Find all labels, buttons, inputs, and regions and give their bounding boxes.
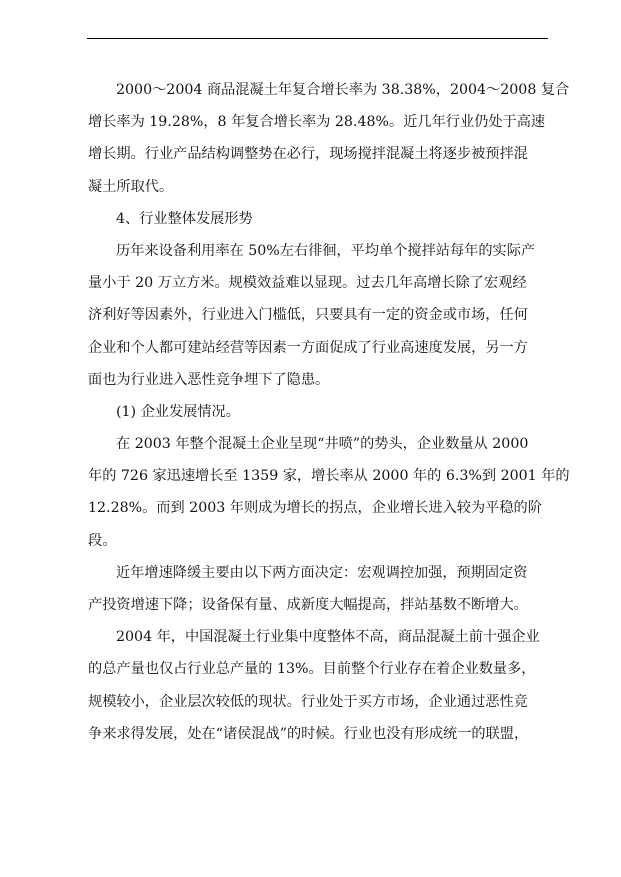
paragraph-line: 企业和个人都可建站经营等因素一方面促成了行业高速度发展，另一方: [88, 339, 528, 356]
paragraph-line: 2004 年，中国混凝土行业集中度整体不高，商品混凝土前十强企业: [116, 629, 540, 646]
paragraph-line: 12.28%。而到 2003 年则成为增长的拐点，企业增长进入较为平稳的阶: [88, 500, 542, 517]
paragraph-line: 在 2003 年整个混凝土企业呈现“井喷”的势头，企业数量从 2000: [116, 436, 529, 453]
subsection-heading: (1) 企业发展情况。: [116, 403, 240, 420]
paragraph-line: 产投资增速下降；设备保有量、成新度大幅提高，拌站基数不断增大。: [88, 597, 528, 613]
paragraph-line: 规模较小，企业层次较低的现状。行业处于买方市场，企业通过恶性竞: [88, 693, 528, 710]
paragraph-line: 的总产量也仅占行业总产量的 13%。目前整个行业存在着企业数量多，: [88, 661, 536, 678]
paragraph-line: 段。: [88, 532, 117, 549]
header-rule: [87, 38, 548, 39]
paragraph-line: 济利好等因素外，行业进入门槛低，只要具有一定的资金或市场，任何: [88, 307, 528, 324]
paragraph-line: 增长期。行业产品结构调整势在必行，现场搅拌混凝土将逐步被预拌混: [88, 146, 528, 163]
paragraph-line: 年的 726 家迅速增长至 1359 家，增长率从 2000 年的 6.3%到 2001 年的: [88, 468, 570, 485]
paragraph-line: 凝土所取代。: [88, 178, 174, 195]
paragraph-line: 历年来设备利用率在 50%左右徘徊，平均单个搅拌站每年的实际产: [116, 242, 536, 259]
paragraph-line: 增长率为 19.28%，8 年复合增长率为 28.48%。近几年行业仍处于高速: [88, 114, 546, 131]
paragraph-line: 2000～2004 商品混凝土年复合增长率为 38.38%，2004～2008 复合: [116, 82, 570, 98]
section-heading: 4、行业整体发展形势: [116, 210, 253, 227]
paragraph-line: 近年增速降缓主要由以下两方面决定：宏观调控加强，预期固定资: [116, 564, 528, 581]
paragraph-line: 争来求得发展，处在“诸侯混战”的时候。行业也没有形成统一的联盟，: [88, 725, 529, 742]
paragraph-line: 量小于 20 万立方米。规模效益难以显现。过去几年高增长除了宏观经: [88, 275, 527, 292]
paragraph-line: 面也为行业进入恶性竞争埋下了隐患。: [88, 371, 330, 388]
document-body: [88, 74, 570, 750]
